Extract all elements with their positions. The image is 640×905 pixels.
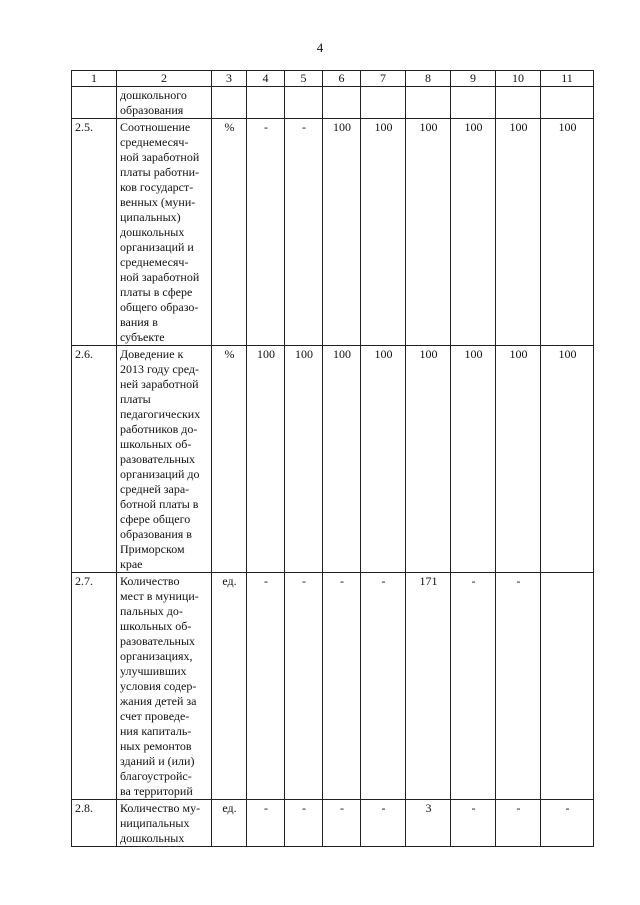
value-cell: [361, 87, 406, 119]
value-cell: 100: [285, 346, 323, 573]
column-header: 6: [323, 71, 361, 87]
row-number: 2.5.: [72, 119, 117, 346]
value-cell: 3: [406, 800, 451, 847]
value-cell: -: [361, 800, 406, 847]
value-cell: 171: [406, 573, 451, 800]
column-header: 9: [451, 71, 496, 87]
indicator-name: Доведение к 2013 году сред- ней заработной платы педагогических работников до- школьных об- разовательных организаций до средней зара- ботной платы в сфере общего образования в Приморском крае: [117, 346, 212, 573]
header-row: [72, 71, 594, 87]
value-cell: [285, 87, 323, 119]
value-cell: -: [247, 573, 285, 800]
value-cell: 100: [496, 119, 541, 346]
value-cell: -: [285, 573, 323, 800]
table-row: [72, 346, 594, 573]
value-cell: 100: [541, 119, 594, 346]
value-cell: -: [323, 573, 361, 800]
value-cell: -: [451, 573, 496, 800]
value-cell: -: [451, 800, 496, 847]
value-cell: -: [496, 573, 541, 800]
value-cell: 100: [541, 346, 594, 573]
unit-cell: %: [212, 119, 247, 346]
value-cell: [541, 573, 594, 800]
row-number: 2.6.: [72, 346, 117, 573]
value-cell: 100: [323, 119, 361, 346]
value-cell: 100: [406, 119, 451, 346]
page-number: 4: [316, 40, 324, 55]
value-cell: [451, 87, 496, 119]
value-cell: [323, 87, 361, 119]
indicators-table: [71, 70, 594, 847]
column-header: 2: [117, 71, 212, 87]
value-cell: 100: [247, 346, 285, 573]
value-cell: -: [285, 800, 323, 847]
row-number: 2.7.: [72, 573, 117, 800]
unit-cell: ед.: [212, 573, 247, 800]
column-header: 5: [285, 71, 323, 87]
column-header: 3: [212, 71, 247, 87]
column-header: 4: [247, 71, 285, 87]
unit-cell: [212, 87, 247, 119]
value-cell: -: [541, 800, 594, 847]
value-cell: -: [247, 800, 285, 847]
value-cell: 100: [361, 346, 406, 573]
table-row: [72, 800, 594, 847]
row-number: 2.8.: [72, 800, 117, 847]
table-row: [72, 573, 594, 800]
column-header: 11: [541, 71, 594, 87]
value-cell: [247, 87, 285, 119]
column-header: 7: [361, 71, 406, 87]
value-cell: -: [361, 573, 406, 800]
value-cell: 100: [451, 119, 496, 346]
value-cell: [541, 87, 594, 119]
value-cell: 100: [496, 346, 541, 573]
value-cell: -: [247, 119, 285, 346]
indicator-name: дошкольного образования: [117, 87, 212, 119]
value-cell: [496, 87, 541, 119]
indicator-name: Соотношение среднемесяч- ной заработной платы работни- ков государст- венных (муни- ципальных) дошкольных организаций и среднемесяч- ной заработной платы в сфере общего образо- вания в субъекте: [117, 119, 212, 346]
table-row: [72, 119, 594, 346]
value-cell: [406, 87, 451, 119]
table-row: [72, 87, 594, 119]
row-number: [72, 87, 117, 119]
indicator-name: Количество мест в муници- пальных до- школьных об- разовательных организациях, улучшивших условия содер- жания детей за счет проведе- ния капиталь- ных ремонтов зданий и (или) благоустройс- ва территорий: [117, 573, 212, 800]
value-cell: -: [323, 800, 361, 847]
value-cell: 100: [451, 346, 496, 573]
value-cell: 100: [406, 346, 451, 573]
value-cell: 100: [361, 119, 406, 346]
unit-cell: ед.: [212, 800, 247, 847]
value-cell: -: [496, 800, 541, 847]
indicator-name: Количество му- ниципальных дошкольных: [117, 800, 212, 847]
column-header: 8: [406, 71, 451, 87]
column-header: 10: [496, 71, 541, 87]
value-cell: 100: [323, 346, 361, 573]
value-cell: -: [285, 119, 323, 346]
unit-cell: %: [212, 346, 247, 573]
column-header: 1: [72, 71, 117, 87]
